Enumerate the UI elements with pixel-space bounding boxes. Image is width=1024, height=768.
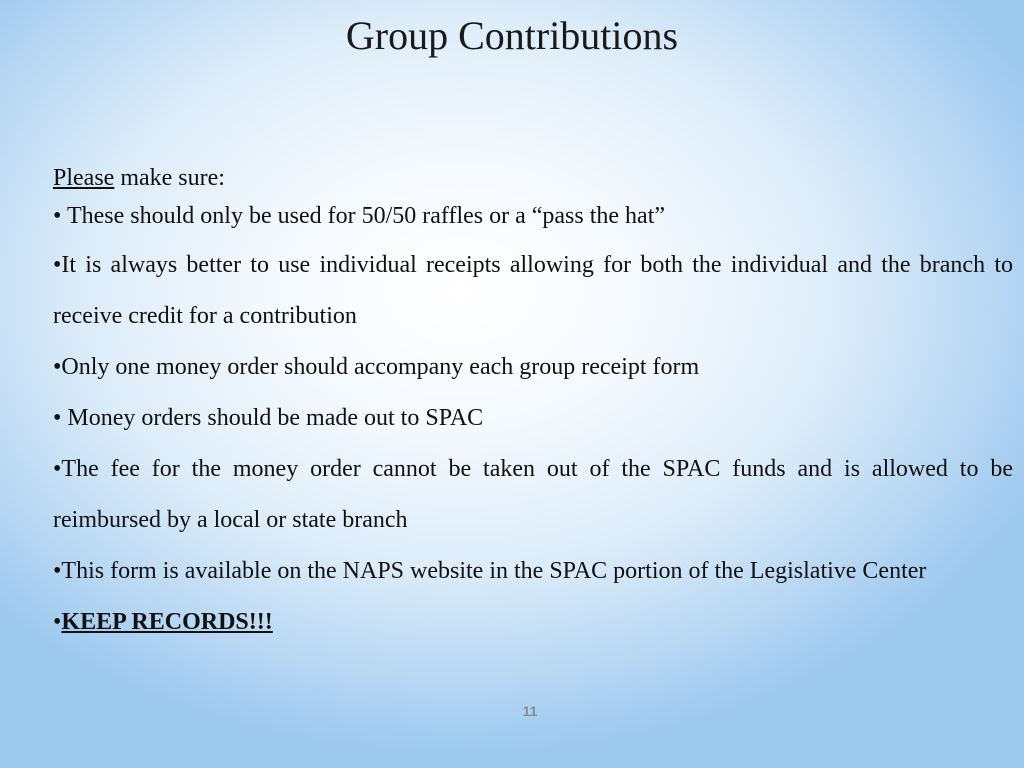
- bullet-item-keep-records: [53, 597, 1013, 648]
- slide-title: Group Contributions: [345, 13, 679, 58]
- intro-underlined-word: Please: [53, 165, 115, 191]
- intro-text: make sure:: [114, 165, 225, 191]
- bullet-item: • These should only be used for 50/50 raffles or a “pass the hat”: [53, 203, 666, 229]
- bullet-item: •It is always better to use individual receipts allowing for both the individual and the branch to receive credit for a contribution: [53, 252, 1013, 329]
- page-number: 11: [522, 703, 538, 719]
- bullet-item: •The fee for the money order cannot be taken out of the SPAC funds and is allowed to be reimbursed by a local or state branch: [53, 456, 1013, 533]
- keep-records-text: KEEP RECORDS!!!: [61, 609, 273, 635]
- slide-body: [53, 160, 1013, 648]
- intro-line: [53, 160, 1013, 196]
- bullet-item: •This form is available on the NAPS website in the SPAC portion of the Legislative Center: [53, 558, 927, 584]
- bullet-item: • Money orders should be made out to SPAC: [53, 405, 484, 431]
- bullet-marker: •: [53, 609, 62, 635]
- bullet-item: •Only one money order should accompany each group receipt form: [53, 354, 700, 380]
